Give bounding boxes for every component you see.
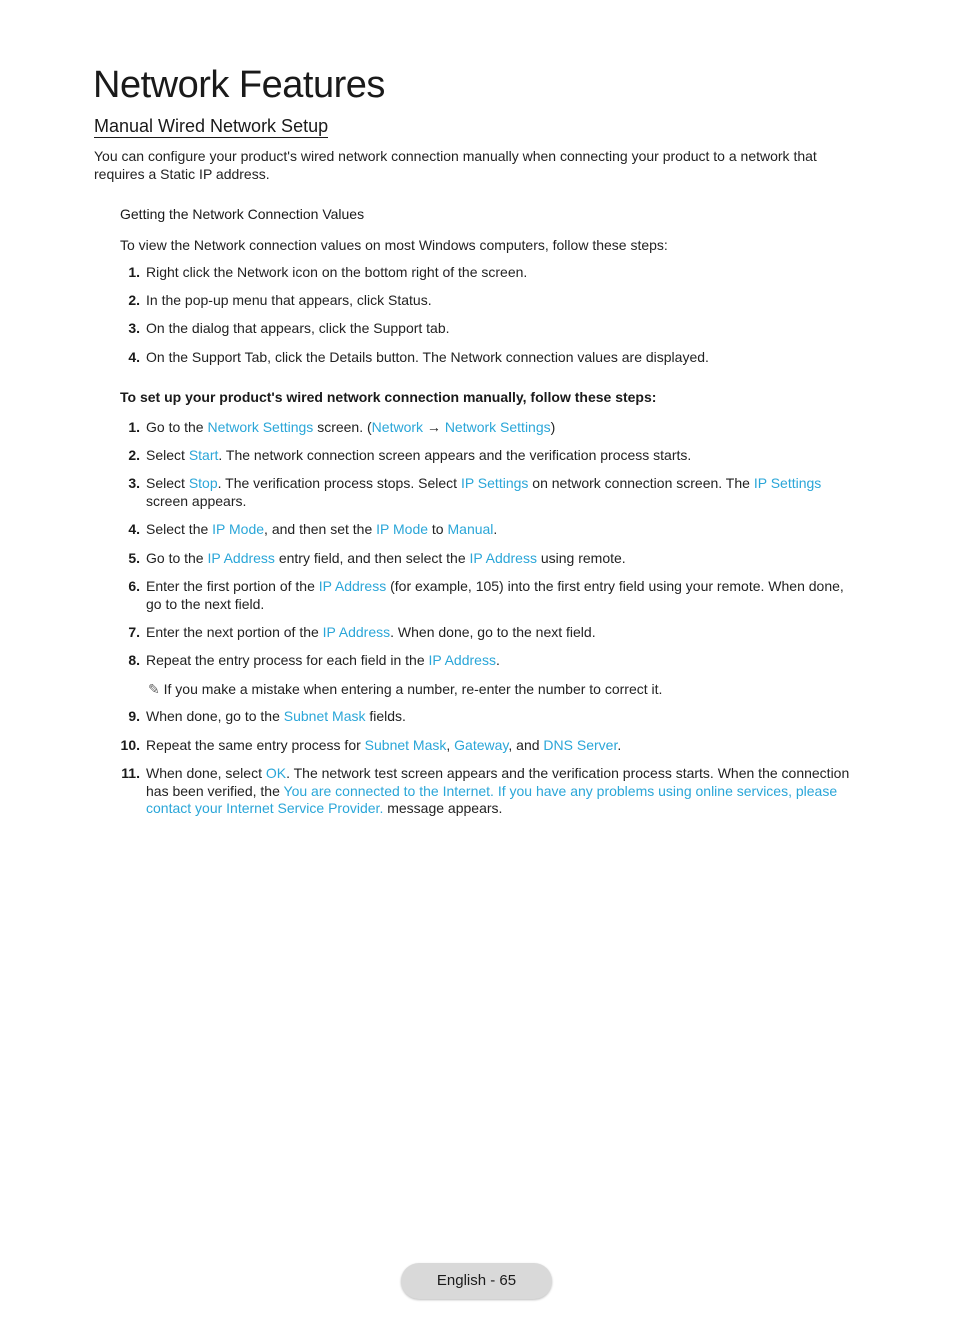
list-item [120,708,850,726]
ui-term: Subnet Mask [283,708,366,724]
ui-term: Manual [447,521,494,537]
ui-term: IP Settings [460,475,529,491]
step-number: 11. [121,765,140,781]
ui-term: You are connected to the Internet. If you have any problems using online services, please contact your Internet Service Provider. [146,782,838,816]
step-text-segment: . [493,521,498,537]
step-text [146,419,850,437]
ui-term: IP Mode [376,521,429,537]
step-text-segment: . When done, go to the next field. [390,624,596,640]
ui-term: Network Settings [444,419,551,435]
list-item [120,419,850,437]
ui-term: Network Settings [207,419,314,435]
ui-term: IP Address [318,578,387,594]
step-number: 4. [128,349,140,365]
ui-term: IP Settings [753,475,822,491]
step-number: 9. [128,708,140,724]
ui-term: OK [265,765,287,781]
ui-term: Stop [188,475,218,491]
note [148,680,662,698]
step-number: 3. [128,475,140,491]
step-text [146,521,850,539]
step-text-segment: Go to the [146,550,208,566]
subsection-heading: Getting the Network Connection Values [120,206,365,222]
list-item [120,521,850,539]
list-item [120,652,850,670]
list-item [120,475,850,510]
list-item [120,292,850,310]
ui-term: IP Address [322,624,391,640]
ui-term: IP Mode [212,521,265,537]
step-number: 6. [128,578,140,594]
step-number: 2. [128,292,140,308]
pencil-note-icon: ✎ [148,681,160,697]
subsection-lead: To view the Network connection values on most Windows computers, follow these steps: [120,237,668,253]
step-text-segment: using remote. [536,550,626,566]
step-text-segment: screen. ( [313,419,372,435]
step-text-segment: → [423,419,445,435]
step-text-segment: , and [508,737,544,753]
step-text-segment: on network connection screen. The [528,475,754,491]
page-number-badge: English - 65 [401,1263,552,1299]
list-item [120,624,850,642]
step-number: 7. [128,624,140,640]
step-text: On the dialog that appears, click the Support tab. [146,320,450,336]
step-text-segment: Enter the first portion of the [146,578,319,594]
procedure-heading: To set up your product's wired network connection manually, follow these steps: [120,389,657,405]
step-text [146,578,850,613]
step-text-segment: screen appears. [146,492,247,509]
step-text-segment: Select [146,475,189,491]
ui-term: IP Address [207,550,275,566]
step-text-segment: , and then set the [264,521,377,537]
section-subtitle: Manual Wired Network Setup [94,116,329,136]
list-item [120,349,850,367]
list-item [120,737,850,755]
list-item [120,550,850,568]
step-text [146,708,850,726]
ui-term: Subnet Mask [364,737,447,753]
step-text-segment: (for example, 105) into the first entry field using your remote. When done, go to the next field. [146,578,844,612]
step-number: 1. [128,264,140,280]
step-text [146,737,850,755]
ui-term: DNS Server [543,737,618,753]
step-text-segment: fields. [365,708,406,724]
step-number: 2. [128,447,140,463]
list-item [120,765,850,818]
list-item [120,578,850,613]
step-text-segment: Select [146,447,189,463]
step-text: On the Support Tab, click the Details button. The Network connection values are displayed. [146,349,709,365]
step-text-segment: When done, go to the [146,708,284,724]
step-text-segment: . [495,652,500,668]
ui-term: IP Address [428,652,496,668]
ui-term: Network [371,419,424,435]
step-text: In the pop-up menu that appears, click Status. [146,292,432,308]
step-text-segment: . The network connection screen appears and the verification process starts. [218,447,692,463]
step-text-segment: . The verification process stops. Select [217,475,461,491]
step-text [146,475,850,510]
step-text-segment: Enter the next portion of the [146,624,323,640]
ui-term: Gateway [454,737,509,753]
ui-term: IP Address [469,550,537,566]
step-number: 1. [128,419,140,435]
step-text [146,624,850,642]
step-text-segment: Repeat the same entry process for [146,737,365,753]
list-item [120,320,850,338]
step-text-segment: Select the [146,521,213,537]
step-number: 10. [120,737,140,753]
list-item [120,447,850,465]
step-text-segment: When done, select [146,765,266,781]
step-number: 4. [128,521,140,537]
step-text-segment: entry field, and then select the [274,550,470,566]
ui-term: Start [188,447,219,463]
step-text-segment: ) [550,419,556,435]
step-text [146,652,850,670]
step-text [146,765,850,818]
step-text: Right click the Network icon on the bottom right of the screen. [146,264,528,280]
step-text-segment: Repeat the entry process for each field in the [146,652,429,668]
intro-paragraph: You can configure your product's wired network connection manually when connecting your product to a network that requires a Static IP address. [94,148,817,182]
step-text [146,447,850,465]
step-text-segment: to [428,521,448,537]
list-item [120,264,850,282]
step-number: 3. [128,320,140,336]
step-text-segment: , [446,737,455,753]
step-text-segment: . [617,737,622,753]
note-text: If you make a mistake when entering a number, re-enter the number to correct it. [163,681,663,697]
step-text-segment: Go to the [146,419,208,435]
page-title: Network Features [93,64,385,106]
step-number: 5. [128,550,140,566]
step-text-segment: . The network test screen appears and the verification process starts. When the connection has been verified, the [146,765,850,799]
step-number: 8. [128,652,140,668]
step-text-segment: message appears. [383,800,503,816]
step-text [146,550,850,568]
